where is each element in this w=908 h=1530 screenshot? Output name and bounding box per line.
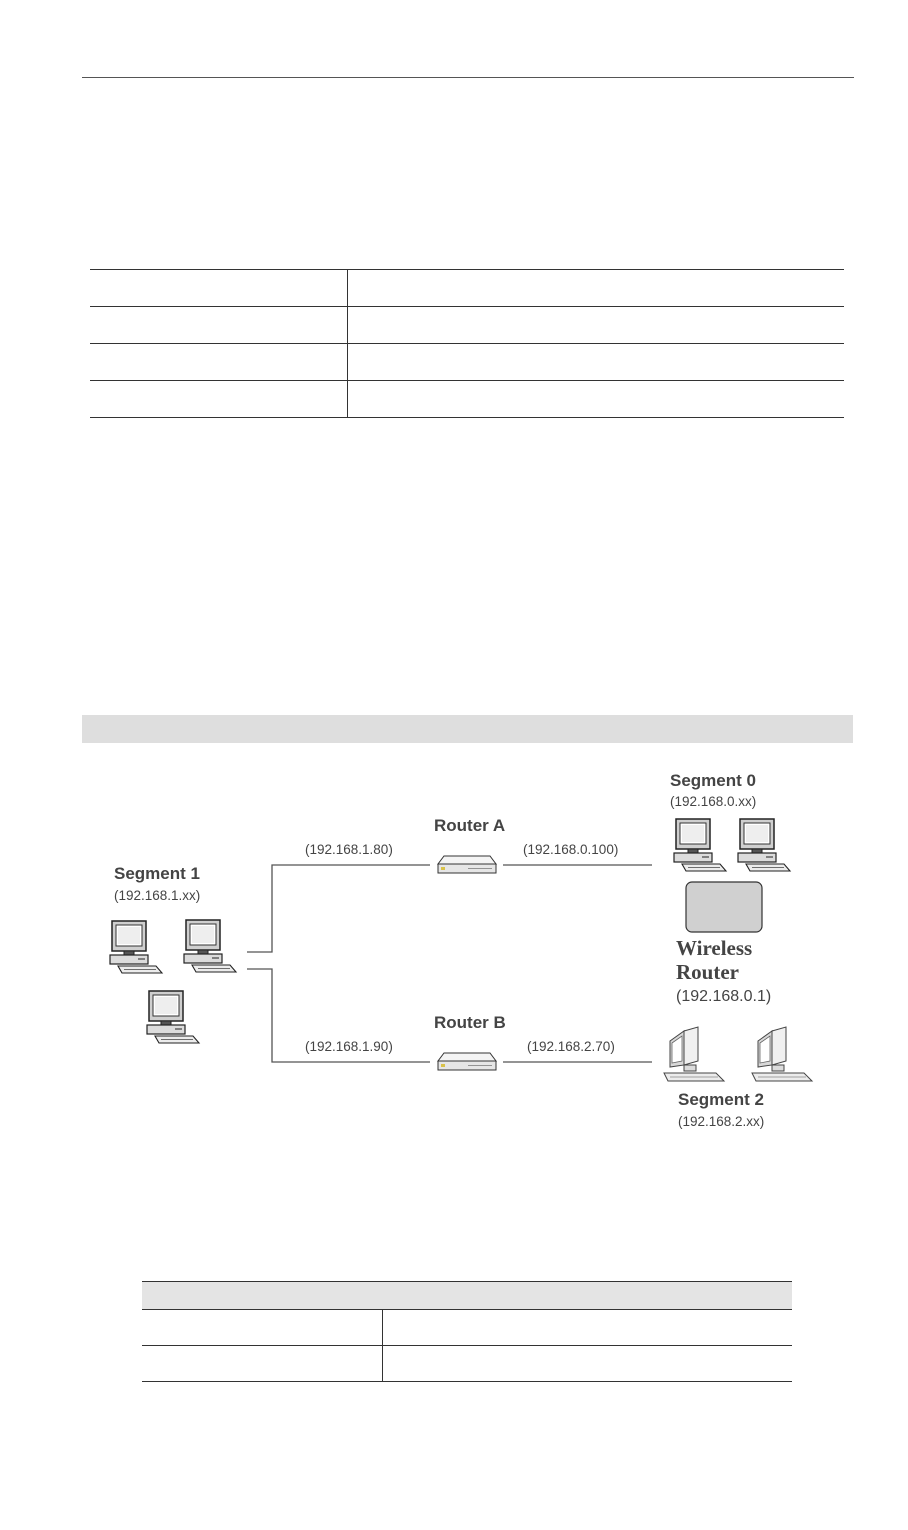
table-row	[90, 344, 844, 381]
wireless-router-label-line2: Router	[676, 960, 739, 984]
computer-icon	[147, 991, 199, 1043]
computer-icon	[738, 819, 790, 871]
wireless-router-label-line1: Wireless	[676, 936, 753, 960]
computer-icon	[110, 921, 162, 973]
router-a-left-ip: (192.168.1.80)	[305, 842, 393, 857]
segment2-subnet: (192.168.2.xx)	[678, 1114, 765, 1129]
segment0-subnet: (192.168.0.xx)	[670, 794, 757, 809]
table-row	[142, 1346, 792, 1382]
segment1-title: Segment 1	[114, 864, 200, 883]
router-b-left-ip: (192.168.1.90)	[305, 1039, 393, 1054]
router-a-right-ip: (192.168.0.100)	[523, 842, 619, 857]
segment1-subnet: (192.168.1.xx)	[114, 888, 201, 903]
table-row	[90, 270, 844, 307]
bottom-table	[142, 1281, 792, 1382]
segment1-to-router-a-line	[247, 865, 430, 952]
wireless-router-ip: (192.168.0.1)	[676, 988, 772, 1005]
table-row	[142, 1310, 792, 1346]
table-row	[90, 381, 844, 418]
table-row	[90, 307, 844, 344]
connection-lines	[247, 865, 652, 1062]
header-rule	[82, 77, 854, 78]
top-table	[90, 269, 844, 418]
computer-icon	[664, 1027, 724, 1081]
section-banner	[82, 715, 853, 743]
network-diagram	[0, 745, 908, 1145]
segment2-title: Segment 2	[678, 1090, 764, 1109]
computer-icon	[752, 1027, 812, 1081]
router-b-icon	[438, 1053, 496, 1070]
computer-icon	[184, 920, 236, 972]
router-b-title: Router B	[434, 1013, 506, 1032]
router-b-right-ip: (192.168.2.70)	[527, 1039, 615, 1054]
router-a-title: Router A	[434, 816, 506, 835]
segment0-title: Segment 0	[670, 771, 756, 790]
computer-icon	[674, 819, 726, 871]
table-header-row	[142, 1282, 792, 1310]
wireless-router-icon	[686, 882, 762, 932]
router-a-icon	[438, 856, 496, 873]
